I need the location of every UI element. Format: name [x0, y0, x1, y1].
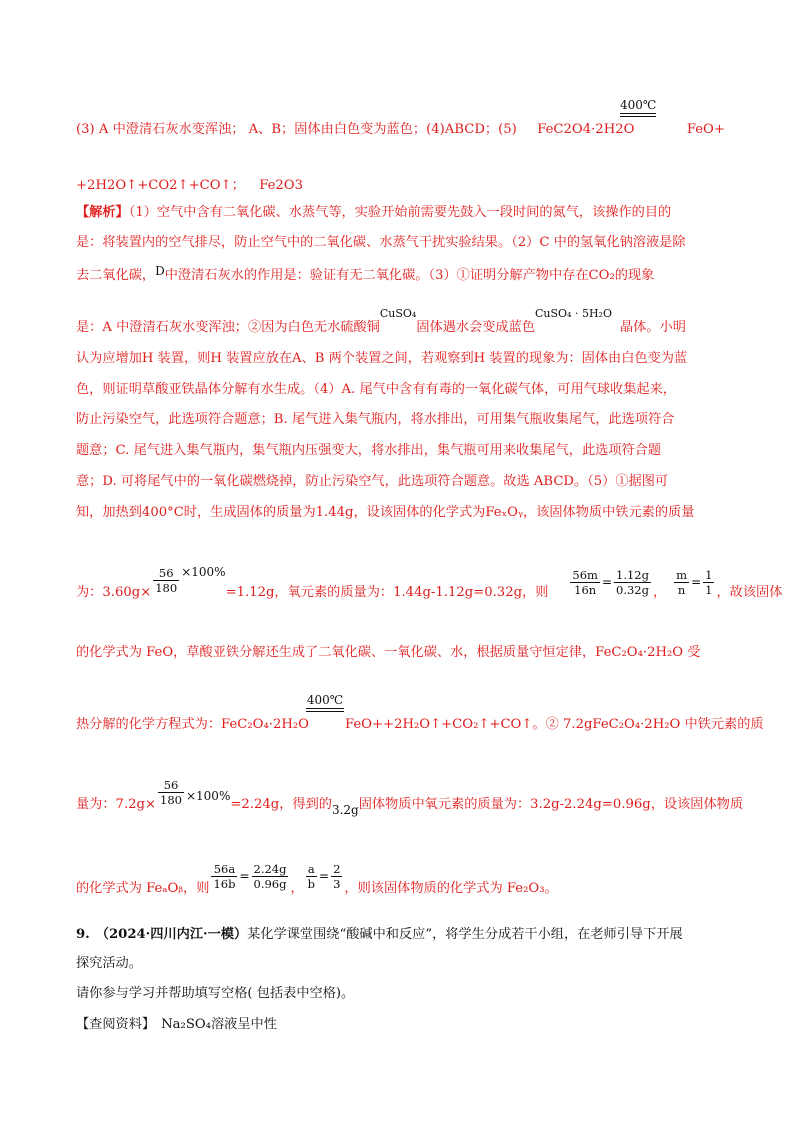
analysis-text: 中澄清石灰水的作用是：验证有无二氧化碳。（3）①证明分解产物中存在CO₂的现象: [164, 268, 655, 283]
answer-fe2o3: Fe2O3: [259, 178, 304, 193]
analysis-text: （1）空气中含有二氧化碳、水蒸气等，实验开始前需要先鼓入一段时间的氮气，该操作的目的: [128, 205, 672, 220]
analysis-text: 是：A 中澄清石灰水变浑浊；②因为白色无水硫酸铜: [76, 320, 380, 335]
analysis-text: 认为应增加H 装置，则H 装置应放在A、B 两个装置之间，若观察到H 装置的现象为：固体由白色变为蓝: [76, 351, 688, 366]
analysis-line-9: [76, 472, 668, 492]
question-text: 请你参与学习并帮助填写空格( 包括表中空格)。: [76, 986, 355, 1001]
question-text: 某化学课堂围绕“酸碱中和反应”，将学生分成若干小组，在老师引导下开展: [247, 927, 683, 942]
analysis-line-6: [76, 380, 676, 400]
question-9-line-1: [76, 925, 683, 945]
answer-text: (3) A 中澄清石灰水变浑浊； A、B；固体由白色变为蓝色；(4)ABCD；(5): [76, 122, 517, 137]
analysis-text: 的化学式为 FeₐOᵦ，则: [76, 881, 210, 896]
fraction-56-180: [153, 566, 179, 595]
analysis-text: 晶体。小明: [619, 320, 686, 335]
analysis-line-15: 的化学式为 FeₐOᵦ，则 $\frac{56a}{16b}$ = $\frac{2.24g}{0.96g}$ ， $\frac{a}{b}$ = $\frac{2}{3}$ ，则该固体物质的化学式为 Fe₂O₃。: [76, 862, 558, 896]
analysis-line-13: [76, 715, 764, 735]
analysis-text: 为：3.60g×: [76, 585, 152, 600]
fraction-denominator: 180: [155, 581, 178, 595]
equals-sign: =: [691, 575, 702, 589]
formula-cuso4-hydrate: CuSO₄ · 5H₂O: [535, 307, 612, 320]
equals-sign: =: [601, 575, 613, 589]
analysis-text: 知，加热到400°C时，生成固体的质量为1.44g，设该固体的化学式为FeₓOᵧ，该固体物质中铁元素的质量: [76, 505, 695, 520]
analysis-line-5: [76, 349, 687, 369]
fraction-numerator: 56a: [211, 862, 237, 877]
formula-reactant: FeC2O4·2H2O: [537, 122, 635, 137]
question-source: （2024·四川内江·一模）: [95, 927, 248, 942]
answer-line-2: [76, 176, 303, 196]
analysis-text: 去二氧化碳，: [76, 268, 156, 283]
analysis-text: 是：将装置内的空气排尽，防止空气中的二氧化碳、水蒸气干扰实验结果。（2）C 中的氢氧化钠溶液是除: [76, 235, 686, 250]
question-9-line-4: [76, 1015, 277, 1035]
analysis-text: =1.12g，氧元素的质量为：1.44g-1.12g=0.32g，则: [225, 585, 549, 600]
equals-sign: =: [239, 869, 250, 883]
fraction-a-b: [306, 862, 317, 891]
formula-product: FeO+: [686, 122, 725, 137]
answer-line-1: [76, 120, 725, 140]
fraction-numerator: 2: [333, 862, 341, 876]
analysis-text: 防止污染空气，此选项符合题意；B. 尾气进入集气瓶内，将水排出，可用集气瓶收集尾气，此选项符合: [76, 412, 675, 427]
analysis-text: 意；D. 可将尾气中的一氧化碳燃烧掉，防止污染空气，此选项符合题意。故选 ABCD。（5）①据图可: [76, 474, 669, 489]
analysis-text: ，则该固体物质的化学式为 Fe₂O₃。: [344, 881, 558, 896]
analysis-tag: 【解析】: [76, 205, 129, 220]
answer-products: +2H2O↑+CO2↑+CO↑；: [76, 178, 245, 193]
fraction-224-096: [252, 862, 289, 891]
fraction-112-032: [614, 568, 651, 597]
fraction-numerator: a: [306, 862, 317, 877]
fraction-56-180: [158, 778, 184, 807]
fraction-numerator: 56: [153, 566, 179, 581]
fraction-56a-16b: [211, 862, 237, 891]
equals-sign: =: [319, 869, 330, 883]
analysis-line-7: [76, 410, 674, 430]
analysis-line-14: [76, 778, 744, 819]
analysis-line-3: [76, 265, 654, 286]
fraction-numerator: 2.24g: [253, 862, 287, 876]
analysis-text: 的化学式为 FeO，草酸亚铁分解还生成了二氧化碳、一氧化碳、水，根据质量守恒定律，FeC₂O₄·2H₂O 受: [76, 645, 701, 660]
analysis-text: 色，则证明草酸亚铁晶体分解有水生成。（4）A. 尾气中含有有毒的一氧化碳气体，可用气球收集起来，: [76, 382, 676, 397]
fraction-denominator: 1: [705, 583, 713, 597]
question-number: 9.: [76, 927, 90, 942]
question-9-line-2: [76, 954, 142, 974]
resource-tag: 【查阅资料】: [76, 1017, 156, 1032]
analysis-text: =2.24g，得到的: [230, 797, 332, 812]
fraction-m-n: [674, 568, 689, 597]
analysis-text: 固体物质中氧元素的质量为：3.2g-2.24g=0.96g，设该固体物质: [358, 797, 744, 812]
analysis-text: ，故该固体: [716, 585, 783, 600]
fraction-denominator: 3: [333, 877, 341, 891]
fraction-denominator: 0.96g: [253, 877, 287, 891]
fraction-2-3: [331, 862, 342, 891]
fraction-numerator: 56m: [572, 568, 598, 582]
percent-factor: ×100%: [181, 565, 226, 579]
reaction-condition: 400℃: [620, 98, 656, 117]
fraction-1-1: [703, 568, 714, 597]
analysis-text: 固体遇水会变成蓝色: [416, 320, 535, 335]
mass-value: 3.2g: [331, 803, 359, 817]
fraction-numerator: m: [676, 568, 688, 582]
fraction-denominator: 16b: [213, 877, 236, 891]
analysis-line-12: [76, 643, 700, 663]
formula-cuso4: CuSO₄: [379, 307, 417, 320]
fraction-numerator: 1: [705, 568, 713, 582]
reaction-condition-2: 400℃: [306, 693, 344, 712]
analysis-text: 热分解的化学方程式为：FeC₂O₄·2H₂O: [76, 717, 309, 732]
fraction-denominator: 0.32g: [616, 583, 649, 597]
analysis-text: 题意；C. 尾气进入集气瓶内，集气瓶内压强变大，将水排出，集气瓶可用来收集尾气，此选项符合题: [76, 443, 662, 458]
fraction-denominator: b: [307, 877, 316, 891]
analysis-text: FeO++2H₂O↑+CO₂↑+CO↑。② 7.2gFeC₂O₄·2H₂O 中铁元素的质: [344, 717, 764, 732]
resource-text: Na₂SO₄溶液呈中性: [161, 1017, 277, 1032]
question-9-line-3: [76, 984, 354, 1004]
fraction-denominator: 16n: [574, 583, 597, 597]
analysis-text: 量为：7.2g×: [76, 797, 157, 812]
fraction-denominator: n: [677, 583, 686, 597]
fraction-denominator: 180: [160, 793, 182, 807]
analysis-line-1: [76, 203, 671, 223]
analysis-line-11: 为：3.60g× $\frac{56}{180}$ ×100%=1.12g，氧元素的质量为：1.44g-1.12g=0.32g，则 $\frac{56m}{16n}$ = $\frac{1.12g}{0.32g}$ ， $\frac{m}{n}$ = $\frac{1}{1}$ ，故该固体: [76, 565, 783, 600]
percent-factor: ×100%: [185, 789, 231, 803]
analysis-line-2: [76, 233, 686, 253]
device-label-d: D: [155, 264, 165, 278]
analysis-line-8: [76, 441, 661, 461]
analysis-line-10: [76, 503, 694, 523]
fraction-numerator: 56: [158, 778, 184, 793]
question-text: 探究活动。: [76, 956, 142, 971]
fraction-numerator: 1.12g: [616, 568, 649, 582]
fraction-56m-16n: [570, 568, 600, 597]
